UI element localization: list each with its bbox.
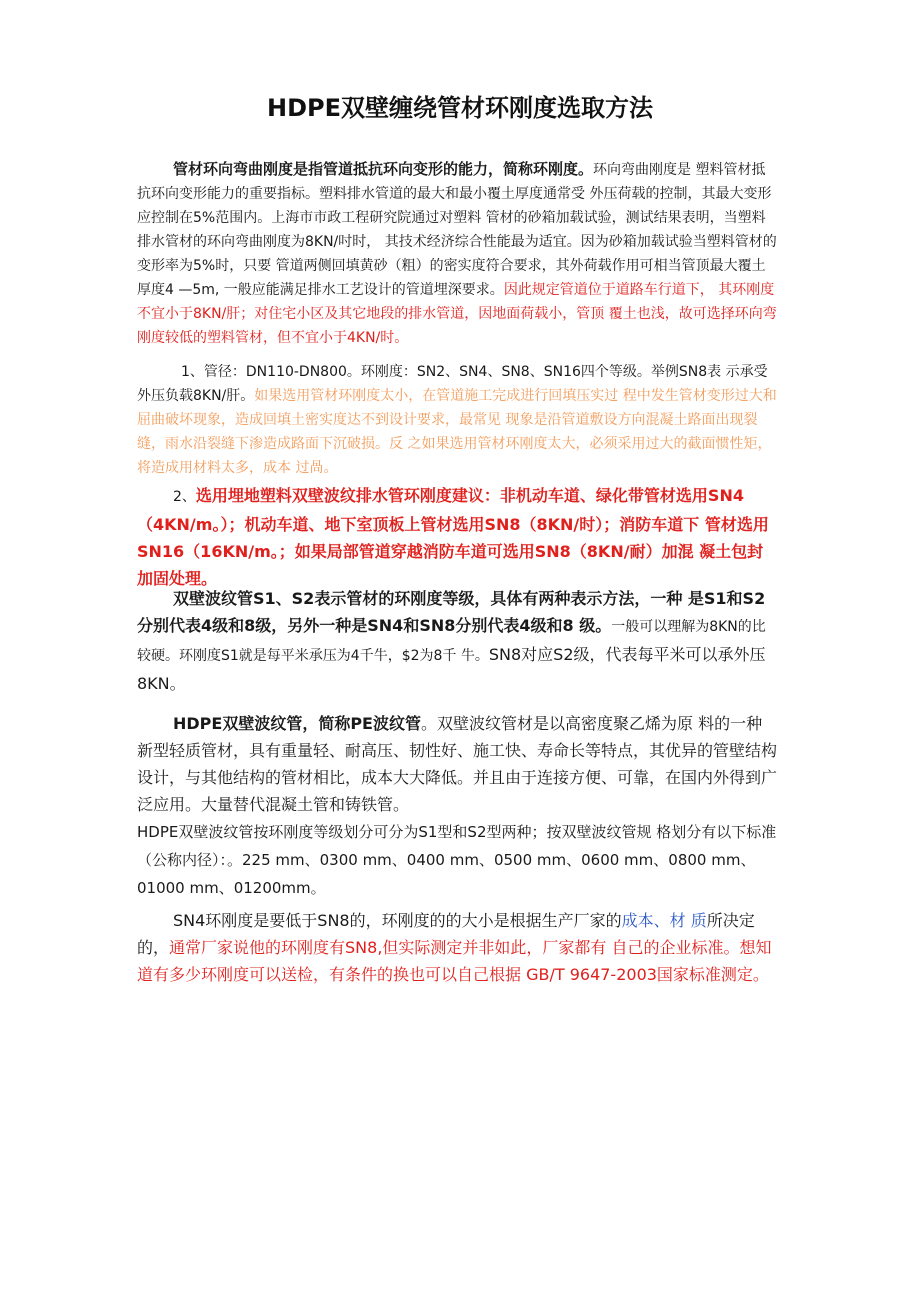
- grades-bold-text: 双壁波纹管S1、S2表示管材的环刚度等级，具体有两种表示方法，一种 是S1和S2分别代表4级和8级，另外一种是SN4和SN8分别代表4级和8 级。: [137, 589, 766, 635]
- advice-text: 选用埋地塑料双壁波纹排水管环刚度建议：非机动车道、绿化带管材选用SN4（4KN/m。）；机动车道、地下室顶板上管材选用SN8（8KN/时）；消防车道下 管材选用SN16（16KN/m。；如果局部管道穿越消防车道可选用SN8（8KN/耐）加混 凝土包封加固处理。: [137, 486, 769, 588]
- paragraph-selection-advice: [137, 482, 777, 592]
- sn4-text: SN4环刚度是要低于SN8的，环刚度的的大小是根据生产厂家的: [173, 911, 622, 930]
- paragraph-sn4-vs-sn8: [137, 907, 777, 988]
- hdpe-text: 。双壁波纹管材是以高密度聚乙烯为原 料的一种新型轻质管材，具有重量轻、耐高压、韧性好、施工快、寿命长等特点，其优异的管壁结构设计，与其他结构的管材相比，成本大大降低。并且由于连接方便、可靠，在国内外得到广泛应用。大量替代混凝土管和铸铁管。: [137, 714, 778, 814]
- grades-big-text: SN8对应S2级，代表每平米可以承外压8KN。: [137, 645, 766, 693]
- sn4-cost-text: 成本: [621, 911, 654, 930]
- document-title: HDPE双壁缠绕管材环刚度选取方法: [267, 94, 653, 122]
- diameter-text: 1、管径：DN110-DN800。环刚度：SN2、SN4、SN8、SN16四个等级。举例SN8表 示承受外压负载8KN/肝。: [137, 364, 768, 404]
- advice-number: 2、: [173, 489, 196, 505]
- stiffness-warning-text: 如果选用管材环刚度太小，在管道施工完成进行回填压实过 程中发生管材变形过大和屈曲破坏现象，造成回填土密实度达不到设计要求，最常见 现象是沿管道敷设方向混凝土路面出现裂缝，雨水沿裂缝下渗造成路面下沉破损。反 之如果选用管材环刚度太大，必须采用过大的截面惯性矩，将造成用材料太多，成本 过咼。: [137, 388, 777, 476]
- hdpe-bold-text: HDPE双壁波纹管，简称PE波纹管: [173, 714, 421, 733]
- sn4-separator: 、: [653, 911, 670, 930]
- sn4-standard-text: 通常厂家说他的环刚度有SN8,但实际测定并非如此，厂家都有 自己的企业标准。想知道有多少环刚度可以送检，有条件的换也可以自己根据 GB/T 9647-2003国家标准测定。: [137, 938, 772, 984]
- hdpe-standards-text: HDPE双壁波纹管按环刚度等级划分可分为S1型和S2型两种；按双壁波纹管规 格划分有以下标准（公称内径）：。225 mm、0300 mm、0400 mm、0500 mm、0600 mm、0800 mm、01000 mm、01200mm。: [137, 823, 777, 897]
- paragraph-pipe-diameter: [137, 360, 777, 480]
- paragraph-hdpe-corrugated-pipe: [137, 710, 777, 902]
- grades-small-text: 一般可以理解为8KN的比较硬。环刚度S1就是每平米承压为4千牛，$2为8千 牛。: [137, 619, 766, 664]
- definition-text: 环向弯曲刚度是 塑料管材抵抗环向变形能力的重要指标。塑料排水管道的最大和最小覆土厚度通常受 外压荷载的控制，其最大变形应控制在5%范围内。上海市市政工程研究院通过对塑料 管材的砂箱加载试验，测试结果表明，当塑料排水管材的环向弯曲刚度为8KN/吋时， 其技术经济综合性能最为适宜。因为砂箱加载试验当塑料管材的变形率为5%时，只要 管道两侧回填黄砂（粗）的密实度符合要求，其外荷载作用可相当管顶最大覆土厚度4 —5m, 一般应能满足排水工艺设计的管道埋深要求。: [137, 162, 777, 298]
- definition-requirement-text: 因此规定管道位于道路车行道下， 其环刚度不宜小于8KN/肝；对住宅小区及其它地段的排水管道，因地面荷载小，管顶 覆土也浅，故可选择环向弯刚度较低的塑料管材，但不宜小于4KN/时。: [137, 282, 777, 346]
- paragraph-s1-s2-grades: [137, 585, 777, 697]
- definition-bold-text: 管材环向弯曲刚度是指管道抵抗环向变形的能力，简称环刚度。: [173, 160, 594, 178]
- sn4-text-2: 所决定的，: [137, 911, 755, 957]
- sn4-material-text: 材 质: [669, 911, 707, 930]
- paragraph-ring-stiffness-definition: [137, 157, 777, 350]
